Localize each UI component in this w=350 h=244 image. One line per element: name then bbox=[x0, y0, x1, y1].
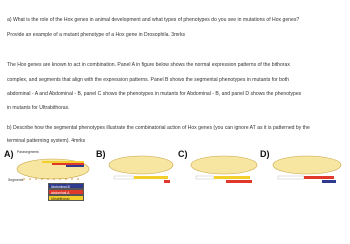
question-b-line-2: terminal patterning system). 4mrks bbox=[7, 138, 86, 144]
panel-d-label: D) bbox=[260, 149, 270, 159]
embryo-a bbox=[14, 152, 92, 182]
panel-b-label: B) bbox=[96, 149, 106, 159]
legend-abdominal-b: Abdominal-B bbox=[48, 183, 84, 189]
legend-ultrabithorax: Ultrabithorax bbox=[48, 195, 84, 201]
question-a-line-2: Provide an example of a mutant phenotype of a Hox gene in Drosophila. 3mrks bbox=[7, 32, 186, 38]
question-a-line-1: a) What is the role of the Hox genes in animal development and what types of phenotypes do you see in mutations of Hox genes? bbox=[7, 17, 300, 23]
panel-c-label: C) bbox=[178, 149, 188, 159]
embryo-b bbox=[106, 152, 176, 186]
question-b-line-1: b) Describe how the segmental phenotypes illustrate the combinatorial action of Hox genes (you can ignore AT as it is patterned by the bbox=[7, 125, 310, 131]
parasegments-label: Parasegments bbox=[17, 150, 39, 154]
panel-a-label: A) bbox=[4, 149, 14, 159]
body-line-3: abdominal - A and Abdominal - B, panel C shows the phenotypes in mutants for Abdominal - B, and panel D shows the phenotypes bbox=[7, 91, 302, 97]
legend-abdominal-a: abdominal-A bbox=[48, 189, 84, 195]
body-line-4: in mutants for Ultrabithorax. bbox=[7, 105, 70, 111]
embryo-d bbox=[270, 152, 344, 186]
body-line-1: The Hox genes are known to act in combination. Panel A in figure below shows the normal expression patterns of the bithorax bbox=[7, 62, 290, 68]
embryo-c bbox=[188, 152, 260, 186]
body-line-2: complex, and segments that align with the expression patterns. Panel B shows the segmental phenotypes in mutants for both bbox=[7, 77, 290, 83]
segments-label: Segments bbox=[8, 178, 24, 182]
